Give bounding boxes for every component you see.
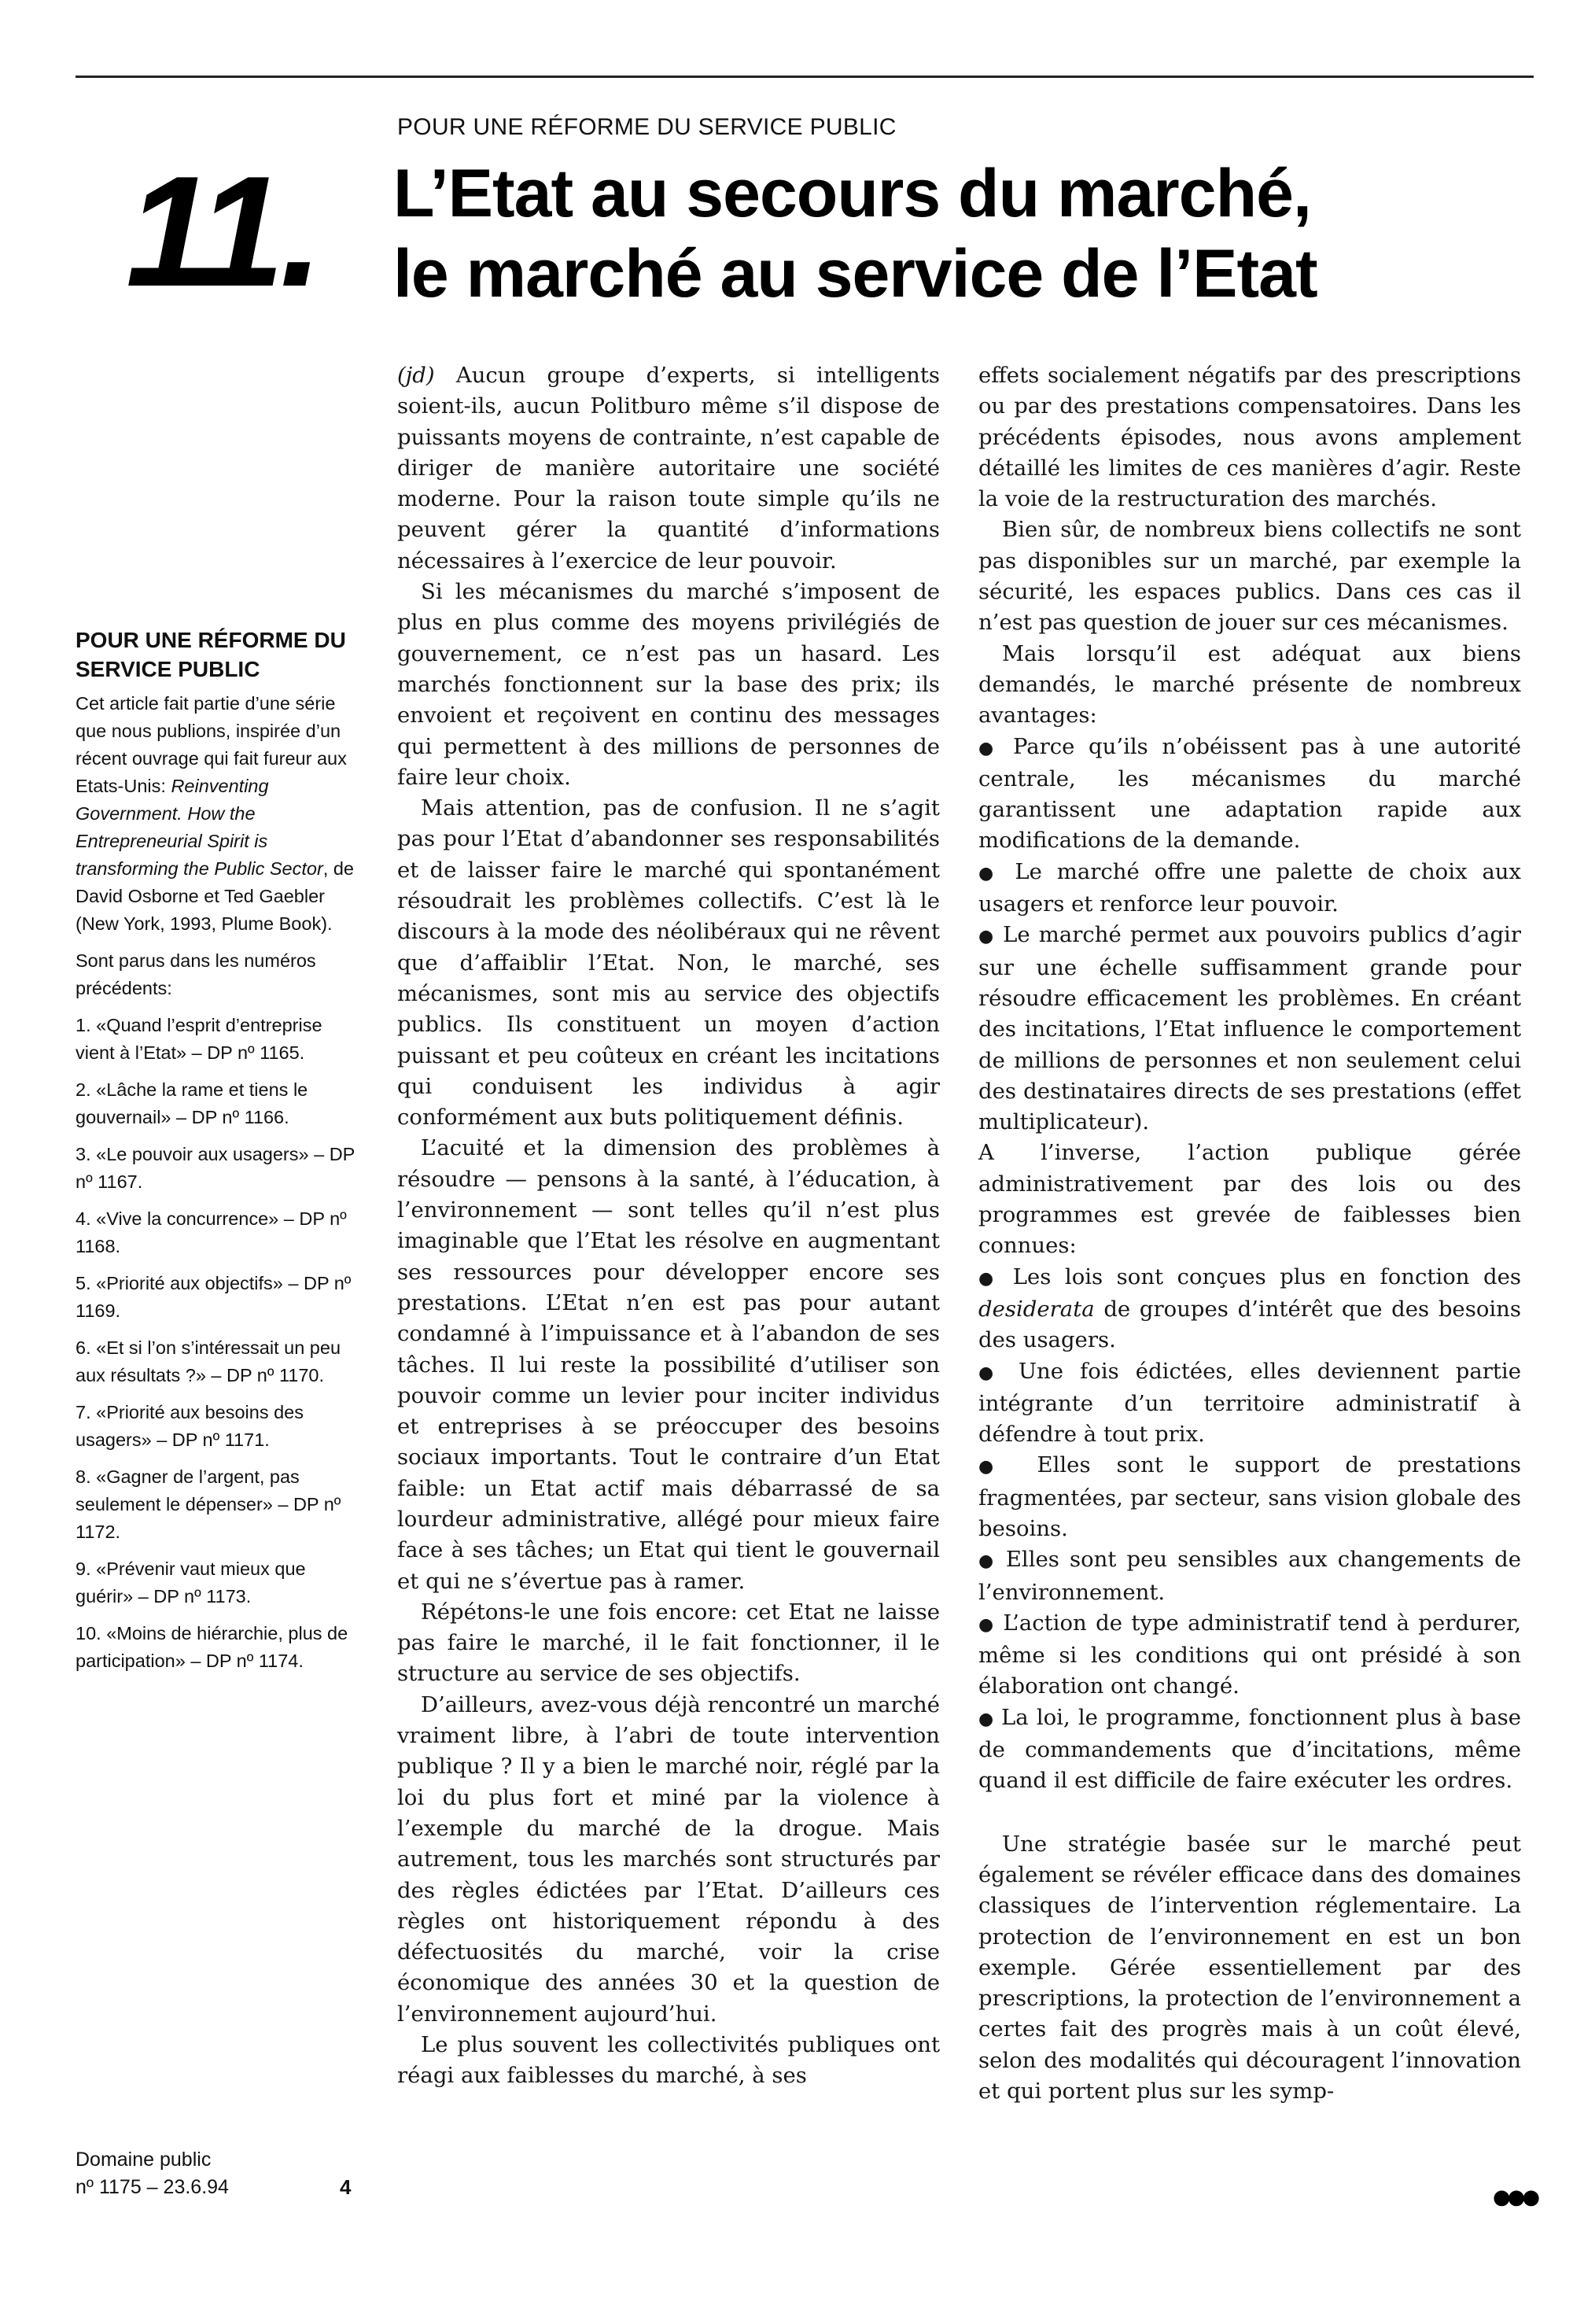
list-item: 1. «Quand l’esprit d’entreprise vient à l’Etat» – DP nº 1165. — [76, 1015, 322, 1063]
bullet-item: ● Le marché permet aux pouvoirs publics d’agir sur une échelle suffisamment grande pour résoudre efficacement les problèmes. En créant des incitations, l’Etat influence le comportement de millions de personnes et non seulement celui des destinataires directs de ses prestations (effet multiplicateur). — [978, 920, 1521, 1138]
issue-date: nº 1175 – 23.6.94 — [76, 2176, 229, 2198]
paragraph: Une stratégie basée sur le marché peut également se révéler efficace dans des domaines classiques de l’intervention réglementaire. La protection de l’environnement en est un bon exemple. Gérée essentiellement par des prescriptions, la protection de l’environnement a certes fait des progrès mais à un coût élevé, selon des modalités qui découragent l’innovation et qui portent plus sur les symp- — [978, 1831, 1521, 2105]
bullet-text: Les lois sont conçues plus en fonction des — [1012, 1263, 1521, 1289]
book-title: Reinventing Government. How the Entrepreneurial Spirit is transforming the Public Sector — [76, 776, 323, 879]
article-column-2 — [978, 360, 1521, 2107]
bullet-item: ● Parce qu’ils n’obéissent pas à une autorité centrale, les mécanismes du marché garantissent une adaptation rapide aux modifications de la demande. — [978, 732, 1521, 857]
top-rule — [76, 76, 1534, 78]
paragraph: Le plus souvent les collectivités publiques ont réagi aux faiblesses du marché, à ses — [397, 2032, 940, 2089]
sidebar-intro-text: Cet article fait partie d’une série que nous publions, inspirée d’un récent ouvrage qui fait fureur aux Etats-Unis: — [76, 693, 347, 796]
publication-name: Domaine public — [76, 2149, 212, 2171]
paragraph: D’ailleurs, avez-vous déjà rencontré un marché vraiment libre, à l’abri de toute intervention publique ? Il y a bien le marché noir, réglé par la loi du plus fort et miné par la violence à l’exemple du marché de la drogue. Mais autrement, tous les marchés sont structurés par des règles édictées par l’Etat. D’ailleurs ces règles ont historiquement répondu à des défectuosités du marché, voir la crise économique des années 30 et la question de l’environnement aujourd’hui. — [397, 1691, 940, 2027]
list-item: 10. «Moins de hiérarchie, plus de participation» – DP nº 1174. — [76, 1623, 348, 1671]
sidebar-intro-tail: , de David Osborne et Ted Gaebler (New York, 1993, Plume Book). — [76, 858, 354, 934]
list-item: 9. «Prévenir vaut mieux que guérir» – DP nº 1173. — [76, 1559, 306, 1607]
paragraph: Répétons-le une fois encore: cet Etat ne laisse pas faire le marché, il le fait fonctionner, il le structure au service de ses objectifs. — [397, 1599, 940, 1687]
series-kicker: POUR UNE RÉFORME DU SERVICE PUBLIC — [397, 114, 897, 140]
publication-footer — [76, 2146, 229, 2201]
paragraph: L’acuité et la dimension des problèmes à résoudre — pensons à la santé, à l’éducation, à l’environnement — sont telles qu’il n’est plus imaginable que l’Etat les résolve en augmentant ses ressources pour développer encore ses prestations. L’Etat n’en est pas pour autant condamné à l’impuissance et à l’abandon de ses tâches. Il lui reste la possibilité d’utiliser son pouvoir comme un levier pour inciter individus et entreprises à se préoccuper des besoins sociaux importants. Tout le contraire d’un Etat faible: un Etat actif mais débarrassé de sa lourdeur administrative, allégé pour mieux faire face à ses tâches; un Etat qui tient le gouvernail et qui ne s’évertue pas à ramer. — [397, 1135, 940, 1594]
list-item: 5. «Priorité aux objectifs» – DP nº 1169. — [76, 1273, 352, 1321]
previous-issues-list — [76, 1012, 355, 1675]
paragraph: Mais attention, pas de confusion. Il ne s’agit pas pour l’Etat d’abandonner ses responsabilités et de laisser faire le marché qui spontanément résoudrait les problèmes collectifs. C’est là le discours à la mode des néolibéraux qui ne rêvent que d’affaiblir l’Etat. Non, le marché, ses mécanismes, sont mis au service des objectifs publics. Ils constituent un moyen d’action puissant et peu coûteux en créant les incitations qui conduisent les individus à agir conformément aux buts politiquement définis. — [397, 795, 940, 1131]
title-line-1: L’Etat au secours du marché, — [393, 156, 1311, 231]
bullet-item: ● Elles sont le support de prestations fragmentées, par secteur, sans vision globale des besoins. — [978, 1450, 1521, 1544]
list-item: 2. «Lâche la rame et tiens le gouvernail» – DP nº 1166. — [76, 1079, 308, 1127]
article-column-1 — [397, 360, 940, 2092]
paragraph-text: Aucun groupe d’experts, si intelligents soient-ils, aucun Politburo même s’il dispose de puissants moyens de contrainte, n’est capable de diriger de manière autoritaire une société moderne. Pour la raison toute simple qu’ils ne peuvent gérer la quantité d’informations nécessaires à l’exercice de leur pouvoir. — [397, 363, 940, 574]
paragraph: Bien sûr, de nombreux biens collectifs ne sont pas disponibles sur un marché, par exemple la sécurité, les espaces publics. Dans ces cas il n’est pas question de jouer sur ces mécanismes. — [978, 517, 1521, 636]
list-item: 4. «Vive la concurrence» – DP nº 1168. — [76, 1208, 347, 1256]
bullet-item: ● Une fois édictées, elles deviennent partie intégrante d’un territoire administratif à défendre à tout prix. — [978, 1356, 1521, 1451]
title-line-2: le marché au service de l’Etat — [393, 236, 1317, 312]
bullet-item: ● La loi, le programme, fonctionnent plus à base de commandements que d’incitations, même quand il est difficile de faire exécuter les ordres. — [978, 1702, 1521, 1797]
list-item: 3. «Le pouvoir aux usagers» – DP nº 1167. — [76, 1144, 355, 1192]
bullet-item: ● Elles sont peu sensibles aux changements de l’environnement. — [978, 1544, 1521, 1608]
bullet-item — [978, 1262, 1521, 1356]
paragraph: A l’inverse, l’action publique gérée administrativement par des lois ou des programmes est grevée de faiblesses bien connues: — [978, 1140, 1521, 1259]
bullet-item: ● Le marché offre une palette de choix aux usagers et renforce leur pouvoir. — [978, 857, 1521, 920]
series-sidebar — [76, 625, 355, 1684]
sidebar-heading: POUR UNE RÉFORME DU SERVICE PUBLIC — [76, 628, 346, 681]
author-tag: (jd) — [397, 363, 435, 388]
bullet-text-tail: de groupes d’intérêt que des besoins des usagers. — [978, 1296, 1521, 1353]
previous-issues-heading: Sont parus dans les numéros précédents: — [76, 950, 316, 998]
continued-marker: ●●● — [1493, 2186, 1538, 2209]
paragraph: Mais lorsqu’il est adéquat aux biens demandés, le marché présente de nombreux avantages: — [978, 640, 1521, 729]
sidebar-intro — [76, 690, 355, 938]
list-item: 6. «Et si l’on s’intéressait un peu aux résultats ?» – DP nº 1170. — [76, 1337, 341, 1385]
article-title — [393, 153, 1416, 314]
bullet-emphasis: desiderata — [978, 1296, 1095, 1322]
paragraph: Si les mécanismes du marché s’imposent de plus en plus comme des moyens privilégiés de gouvernement, ce n’est pas un hasard. Les marchés fonctionnent sur la base des prix; ils envoient et reçoivent en continu des messages qui permettent à des millions de personnes de faire leur choix. — [397, 579, 940, 790]
page-number: 4 — [340, 2175, 352, 2199]
paragraph: effets socialement négatifs par des prescriptions ou par des prestations compensatoires. Dans les précédents épisodes, nous avons amplement détaillé les limites de ces manières d’agir. Reste la voie de la restructuration des marchés. — [978, 363, 1521, 512]
list-item: 8. «Gagner de l’argent, pas seulement le dépenser» – DP nº 1172. — [76, 1466, 341, 1542]
issue-number: 11. — [126, 144, 319, 319]
bullet-item: ● L’action de type administratif tend à perdurer, même si les conditions qui ont présidé à son élaboration ont changé. — [978, 1608, 1521, 1702]
paragraph — [397, 360, 940, 577]
list-item: 7. «Priorité aux besoins des usagers» – DP nº 1171. — [76, 1402, 304, 1450]
